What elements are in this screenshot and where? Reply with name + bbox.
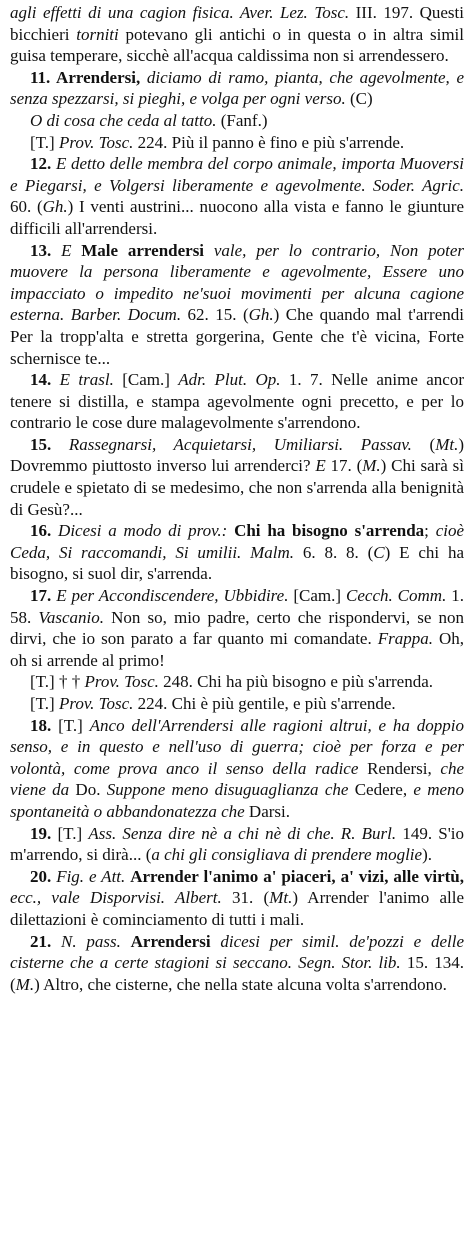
text-run: agli effetti di una cagion fisica. Aver. Lez. Tosc. [10, 3, 356, 22]
sense-21 [10, 931, 464, 996]
text-run: ) Arrender l'animo alle dilettazioni è cominciamento di tutti i mali. [10, 888, 464, 929]
text-run: 1. 58. [10, 586, 464, 627]
text-run: [Cam.] [293, 586, 347, 606]
text-run: potevano gli antichi o in questa o in altra simil guisa temperare, sicchè all'acqua caldissima non si arrendessero. [10, 24, 464, 66]
text-run: ecc., vale Disporvisi. Albert. [10, 888, 233, 908]
text-run: 62. 15. ( [187, 305, 249, 325]
text-run: Rassegnarsi, Acquietarsi, Umiliarsi. Passav. [68, 434, 430, 454]
text-run: M. [362, 456, 381, 476]
text-run: ) Dovremmo piuttosto inverso lui arrenderci? [10, 434, 465, 476]
text-run: Prov. Tosc. [84, 672, 164, 692]
text-run: III. 197. Questi bicchieri [10, 3, 464, 44]
text-run: 17. ( [330, 456, 363, 476]
text-run: [T.] † † [30, 672, 85, 692]
text-run: cioè Ceda, Si raccomandi, Si umilii. Malm. [10, 521, 465, 562]
text-run: 149. S'io m'arrendo, si dirà... ( [10, 823, 464, 865]
text-run: Arrender l'animo a' piaceri, a' vizi, alle virtù, [130, 866, 465, 886]
text-run: Prov. Tosc. [58, 694, 138, 713]
text-run: Non so, mio padre, certo che rispondervi, se non dirvi, che io son parato a far quanto mi comandate. [10, 607, 465, 649]
sense-14 [10, 369, 464, 434]
sense-15 [10, 434, 464, 520]
text-run: Vascanio. [38, 607, 112, 627]
text-run: 248. Chi ha più bisogno e più s'arrenda. [163, 672, 433, 692]
text-run: 19. [30, 823, 58, 843]
text-run: 16. [30, 521, 59, 541]
text-run: 6. 8. 8. ( [302, 542, 374, 562]
text-run: Cedere, [354, 780, 414, 800]
entry-continuation [10, 2, 464, 67]
text-run: Rendersi, [367, 758, 441, 778]
sense-19 [10, 823, 464, 866]
text-run: Arrendersi, [56, 67, 147, 87]
text-run: Darsi. [248, 801, 290, 821]
text-run: 13. [30, 240, 62, 260]
text-run: M. [15, 974, 35, 994]
text-run: [Cam.] [122, 370, 179, 390]
text-run: Male arrendersi [81, 240, 214, 260]
text-run: vale, per lo contrario, Non poter muovere la persona liberamente e agevolmente, Essere uno impacciato o impedito ne'suoi movimenti per alcuna cagione esterna. Barber. Docum. [10, 240, 464, 325]
text-run: Mt. [269, 888, 293, 908]
text-run: 224. Chi è più gentile, e più s'arrende. [137, 694, 396, 713]
sense-13 [10, 240, 464, 370]
text-run: E detto delle membra del corpo animale, importa Muoversi e Piegarsi, e Volgersi liberamente e agevolmente. Soder. Agric. [10, 154, 465, 195]
text-run: (C) [349, 89, 373, 109]
text-run: 12. [30, 154, 56, 174]
text-run: ) Che quando mal t'arrendi Per la tropp'alta e stretta gorgerina, Gente che t'è vicina, Forte schernisce te... [10, 305, 464, 368]
text-run: ) Chi sarà sì crudele e spietato di se medesimo, che non s'arrenda alla benignità di Gesù?... [10, 456, 464, 519]
text-run: 15. 134. ( [10, 953, 465, 994]
text-run: Chi ha bisogno s'arrenda [234, 521, 425, 541]
text-run: 15. [30, 434, 69, 454]
sense-17-proverb-2 [10, 693, 464, 715]
text-run: [T.] [30, 694, 59, 713]
text-run: E [61, 240, 82, 260]
text-run: ) E chi ha bisogno, si suol dir, s'arrenda. [10, 542, 465, 584]
text-run: (Fanf.) [220, 110, 268, 130]
sense-11-proverb [10, 132, 464, 154]
text-run: 224. Più il panno è fino e più s'arrende. [137, 132, 405, 152]
text-run: che viene da [10, 758, 464, 800]
text-run: diciamo di ramo, pianta, che agevolmente, e senza spezzarsi, si pieghi, e volga per ogni verso. [10, 67, 465, 109]
text-run: Do. [75, 780, 107, 800]
text-run: 14. [30, 370, 60, 390]
text-run: ( [429, 434, 436, 454]
text-run: 21. [30, 931, 62, 951]
text-run: torniti [76, 24, 119, 44]
text-run: a chi gli consigliava di prendere moglie [151, 845, 423, 865]
sense-12 [10, 153, 464, 239]
text-run: Frappa. [377, 629, 439, 649]
text-run: 17. [30, 586, 57, 606]
text-run: ; [424, 521, 436, 541]
sense-17-proverb-1 [10, 671, 464, 693]
text-run: 1. 7. Nelle anime ancor tenere si distilla, e stampa agevolmente ogni precetto, e per lo contrario le cose dure malagevolmente s'arrendono. [10, 370, 465, 433]
text-run: Suppone meno disuguaglianza che [106, 780, 355, 800]
text-run: [T.] [30, 132, 59, 152]
text-run: 31. ( [232, 888, 270, 908]
text-run: Dicesi a modo di prov.: [58, 521, 235, 541]
sense-11 [10, 67, 464, 110]
text-run: [T.] [57, 823, 89, 843]
text-run: dicesi per simil. de'pozzi e delle cisterne che a certe stagioni si seccano. Segn. Stor. lib. [10, 931, 464, 973]
text-run: C [373, 542, 385, 562]
text-run: Gh. [248, 305, 274, 325]
text-run: Cecch. Comm. [346, 586, 452, 606]
sense-18 [10, 715, 464, 823]
text-run: N. pass. [61, 931, 131, 951]
text-run: [T.] [58, 715, 90, 735]
text-run: O di cosa che ceda al tatto. [30, 110, 221, 130]
sense-16 [10, 520, 464, 585]
text-run: ). [422, 845, 433, 865]
text-run: Anco dell'Arrendersi alle ragioni altrui, e ha doppio senso, e in questo e nell'uso di guerra; cioè per forza e per volontà, come prova anco il senso della radice [10, 715, 464, 778]
text-run: ) I venti austrini... nuocono alla vista e fanno le giunture difficili all'arrendersi. [10, 197, 464, 238]
text-run: Gh. [42, 197, 68, 217]
text-run: Oh, oh si arrende al primo! [10, 629, 464, 670]
text-run: e meno spontaneità o abbandonatezza che [10, 780, 465, 821]
text-run: Arrendersi [130, 931, 221, 951]
text-run: Fig. e Att. [56, 866, 131, 886]
text-run: 11. [30, 67, 57, 87]
text-run: Adr. Plut. Op. [178, 370, 289, 390]
text-run: Mt. [435, 434, 459, 454]
text-run: 20. [30, 866, 57, 886]
text-run: E trasl. [59, 370, 123, 390]
text-run: E per Accondiscendere, Ubbidire. [56, 586, 294, 606]
text-run: Ass. Senza dire nè a chi nè di che. R. Burl. [88, 823, 403, 843]
sense-11-note [10, 110, 464, 132]
text-run: ) Altro, che cisterne, che nella state alcuna volta s'arrendono. [34, 974, 447, 994]
sense-17 [10, 585, 464, 671]
text-run: 18. [30, 715, 59, 735]
sense-20 [10, 866, 464, 931]
text-run: 60. ( [10, 197, 43, 217]
text-run: Prov. Tosc. [58, 132, 138, 152]
text-run: E [315, 456, 331, 476]
